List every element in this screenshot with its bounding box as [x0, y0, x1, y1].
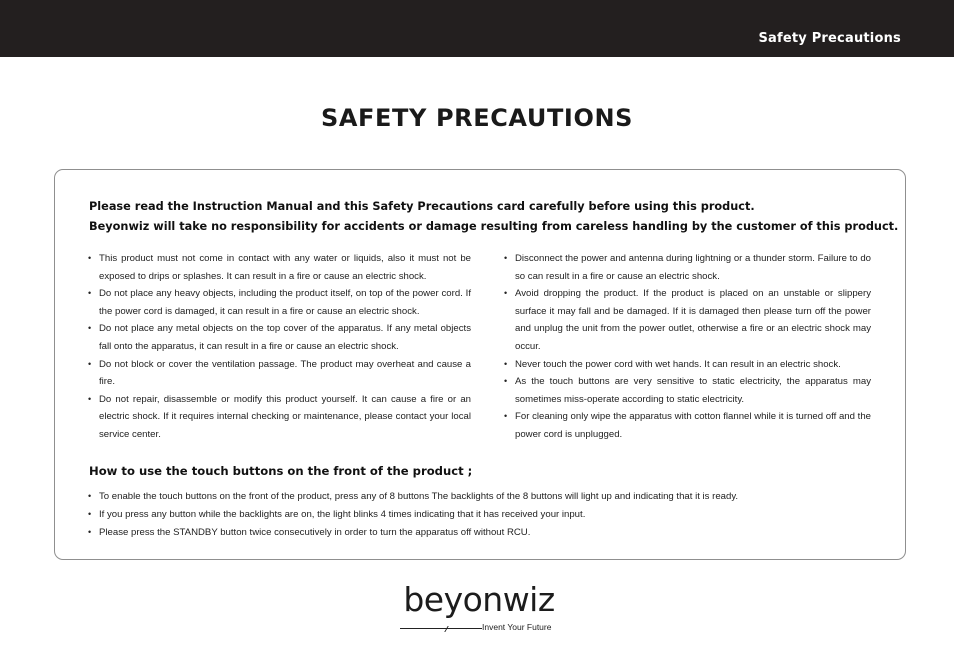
precaution-item: • Avoid dropping the product. If the product is placed on an unstable or slippery surface it may fall and be damaged. If it is damaged then please turn off the power and unplug the unit from the power outlet, otherwise a fire or an electric shock may occur. — [501, 285, 871, 355]
touch-buttons-list — [85, 488, 875, 541]
intro-block — [89, 197, 899, 237]
touch-button-item: • If you press any button while the backlights are on, the light blinks 4 times indicating that it has received your input. — [85, 506, 875, 524]
intro-line-2: Beyonwiz will take no responsibility for accidents or damage resulting from careless handling by the customer of this product. — [89, 220, 899, 233]
page-title: SAFETY PRECAUTIONS — [320, 104, 634, 132]
touch-button-item: • Please press the STANDBY button twice consecutively in order to turn the apparatus off without RCU. — [85, 524, 875, 542]
logo-underline — [400, 628, 482, 629]
precaution-item: • Disconnect the power and antenna during lightning or a thunder storm. Failure to do so can result in a fire or cause an electric shock. — [501, 250, 871, 285]
header-title: Safety Precautions — [758, 31, 901, 46]
intro-line-1: Please read the Instruction Manual and this Safety Precautions card carefully before using this product. — [89, 200, 755, 213]
precautions-columns — [85, 250, 871, 445]
precautions-right-column — [501, 250, 871, 444]
logo-wordmark: beyonwiz — [403, 580, 555, 619]
precaution-item: • This product must not come in contact with any water or liquids, also it must not be exposed to drips or splashes. It can result in a fire or cause an electric shock. — [85, 250, 471, 285]
beyonwiz-logo — [398, 580, 560, 636]
precaution-item: • Do not block or cover the ventilation passage. The product may overheat and cause a fire. — [85, 356, 471, 391]
precaution-item: • As the touch buttons are very sensitive to static electricity, the apparatus may sometimes miss-operate according to static electricity. — [501, 373, 871, 408]
precaution-item: • Do not place any metal objects on the top cover of the apparatus. If any metal objects fall onto the apparatus, it can result in a fire or cause an electric shock. — [85, 320, 471, 355]
logo-underline-accent — [444, 626, 451, 632]
touch-button-item: • To enable the touch buttons on the front of the product, press any of 8 buttons The backlights of the 8 buttons will light up and indicating that it is ready. — [85, 488, 875, 506]
touch-buttons-heading: How to use the touch buttons on the front of the product ; — [89, 464, 473, 478]
precautions-card — [54, 169, 906, 560]
precaution-item: • For cleaning only wipe the apparatus with cotton flannel while it is turned off and the power cord is unplugged. — [501, 408, 871, 443]
header-bar — [0, 0, 954, 57]
precaution-item: • Never touch the power cord with wet hands. It can result in an electric shock. — [501, 356, 871, 374]
logo-tagline: Invent Your Future — [482, 622, 552, 632]
precaution-item: • Do not place any heavy objects, including the product itself, on top of the power cord. If the power cord is damaged, it can result in a fire or cause an electric shock. — [85, 285, 471, 320]
precaution-item: • Do not repair, disassemble or modify this product yourself. It can cause a fire or an electric shock. If it requires internal checking or maintenance, please contact your local service center. — [85, 391, 471, 444]
precautions-left-column — [85, 250, 471, 444]
